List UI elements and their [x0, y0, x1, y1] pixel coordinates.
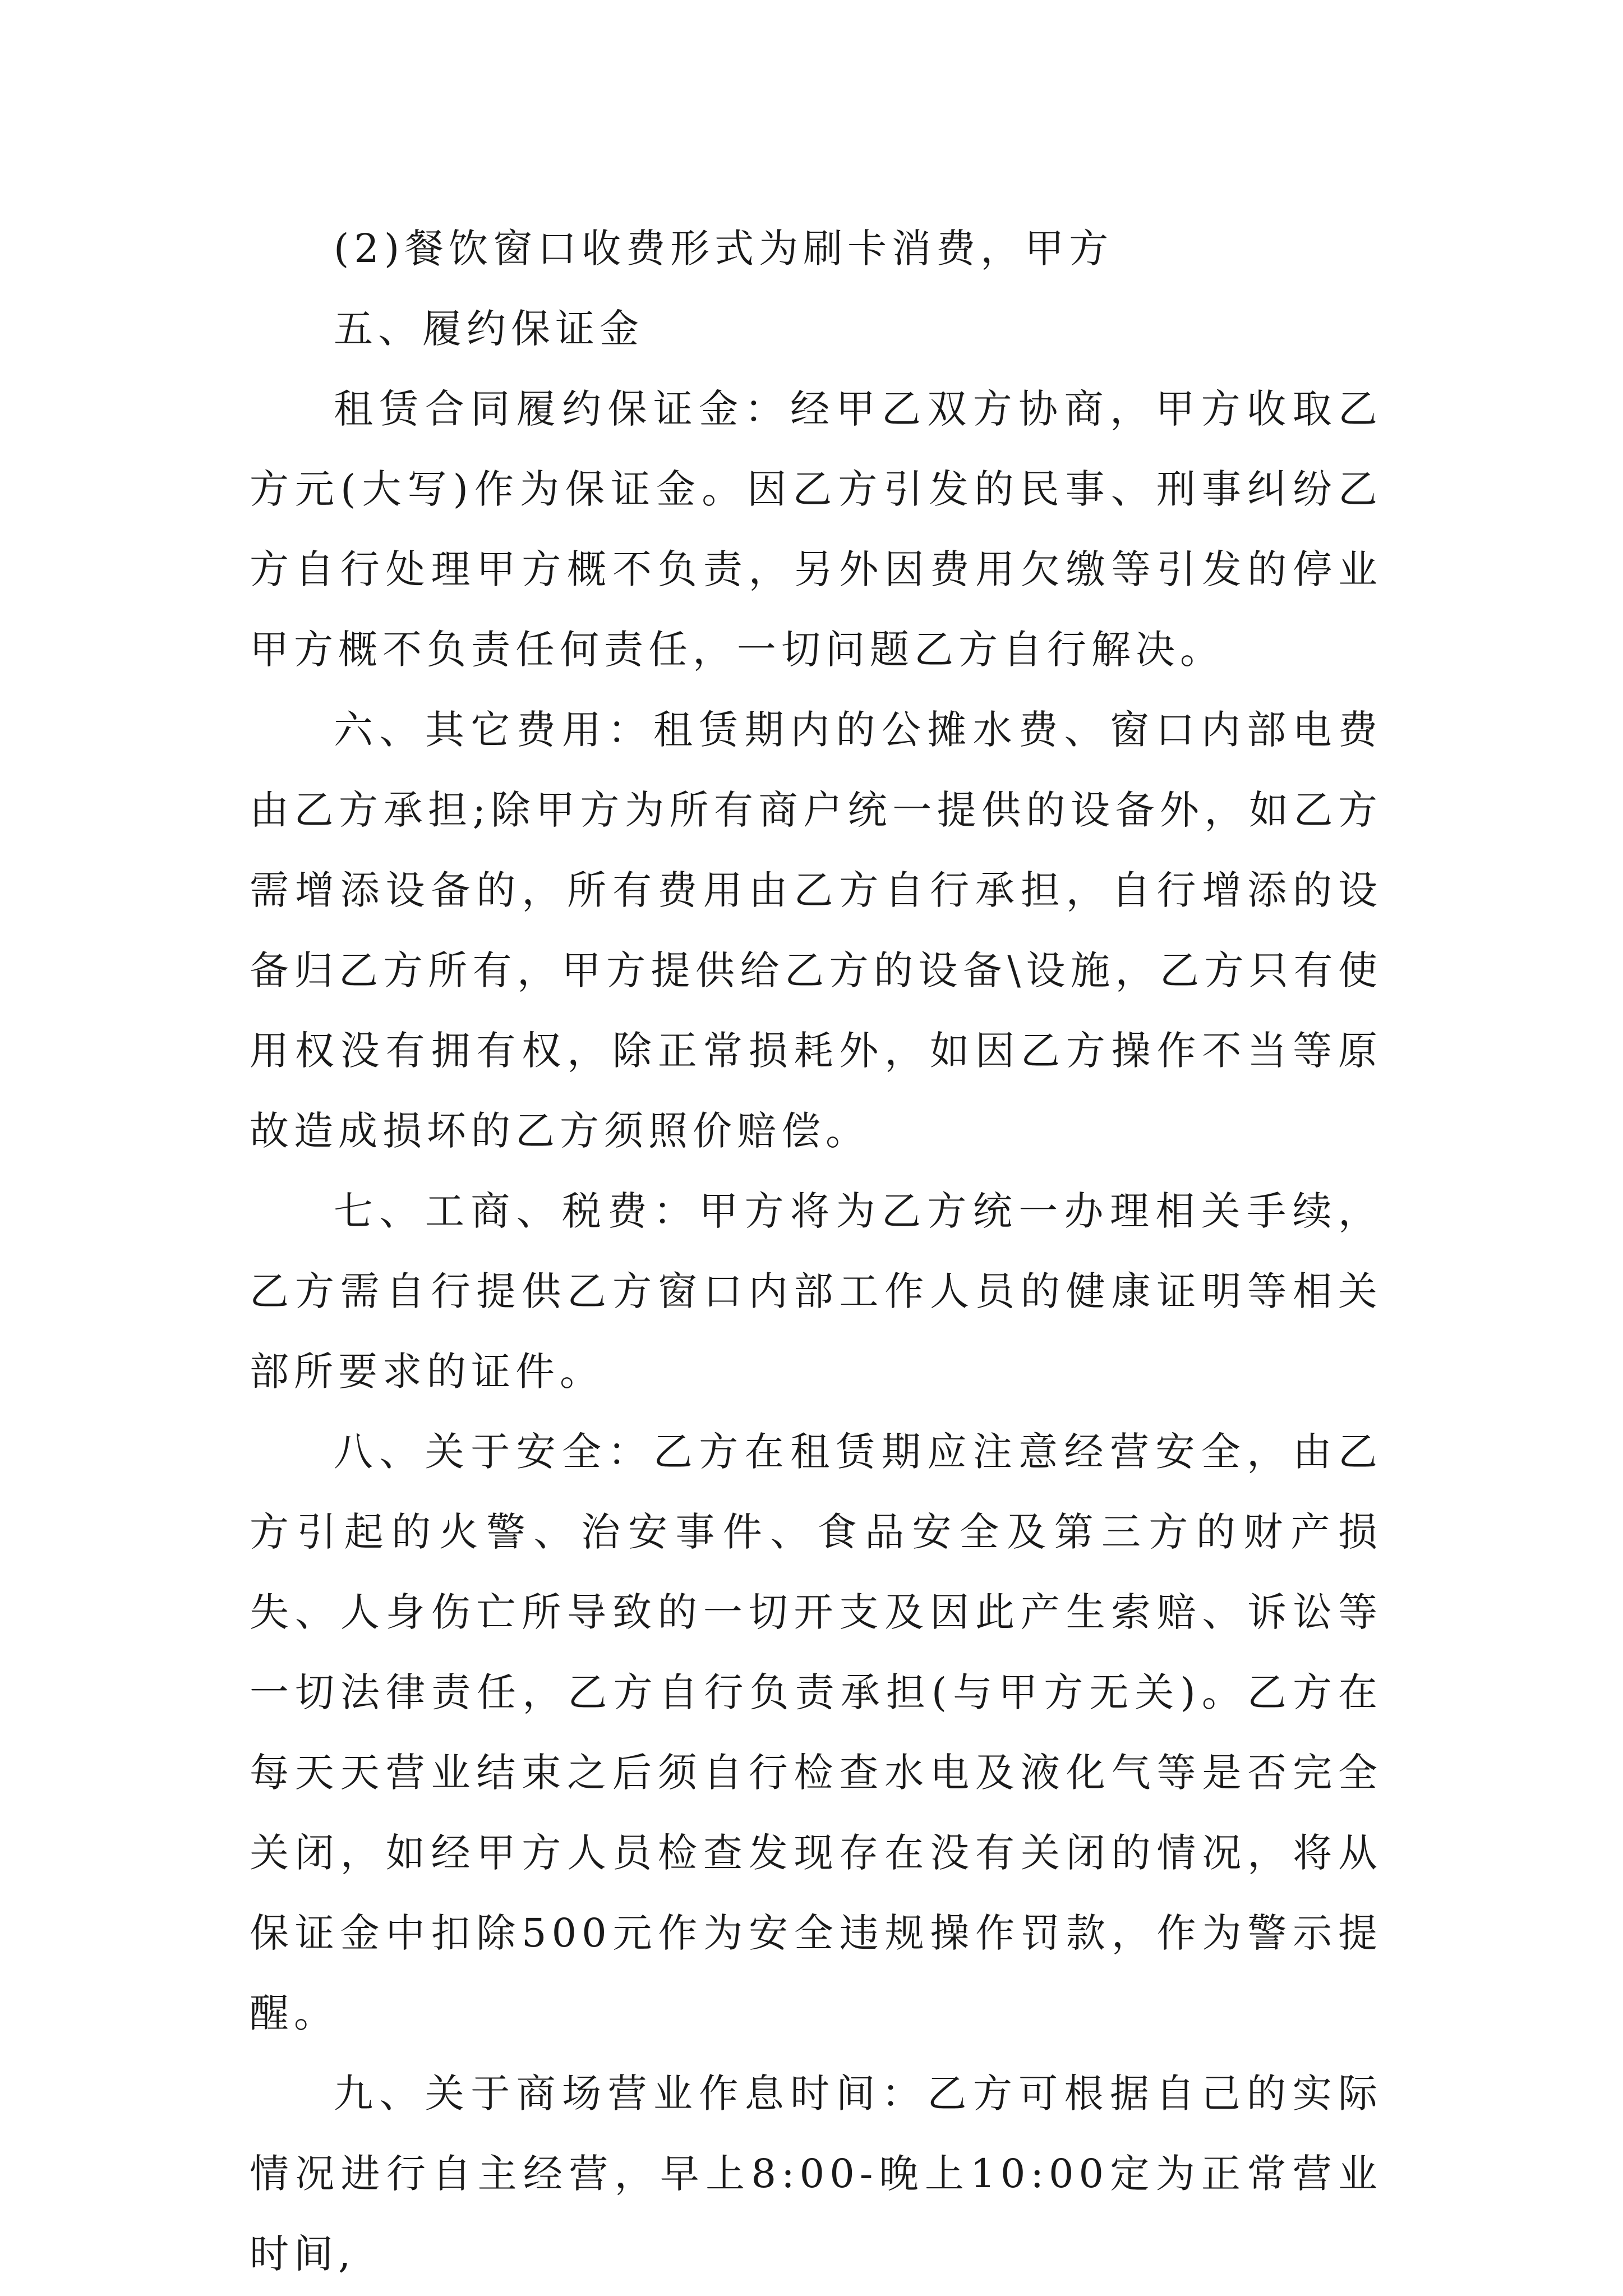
- paragraph-business-hours: 九、关于商场营业作息时间：乙方可根据自己的实际情况进行自主经营，早上8:00-晚上10:00定为正常营业时间,: [250, 2070, 1382, 2277]
- paragraph-safety: 八、关于安全：乙方在租赁期应注意经营安全，由乙方引起的火警、治安事件、食品安全及第三方的财产损失、人身伤亡所导致的一切开支及因此产生索赔、诉讼等一切法律责任，乙方自行负责承担(与甲方无关)。乙方在每天天营业结束之后须自行检查水电及液化气等是否完全关闭，如经甲方人员检查发现存在没有关闭的情况，将从保证金中扣除500元作为安全违规操作罚款，作为警示提醒。: [250, 1429, 1382, 2036]
- paragraph-payment-method: (2)餐饮窗口收费形式为刷卡消费，甲方: [334, 226, 1114, 272]
- heading-performance-deposit: 五、履约保证金: [334, 306, 644, 352]
- paragraph-business-tax: 七、工商、税费：甲方将为乙方统一办理相关手续，乙方需自行提供乙方窗口内部工作人员的健康证明等相关部所要求的证件。: [250, 1188, 1382, 1395]
- paragraph-other-fees: 六、其它费用：租赁期内的公摊水费、窗口内部电费由乙方承担;除甲方为所有商户统一提供的设备外，如乙方需增添设备的，所有费用由乙方自行承担，自行增添的设备归乙方所有，甲方提供给乙方的设备\设施，乙方只有使用权没有拥有权，除正常损耗外，如因乙方操作不当等原故造成损坏的乙方须照价赔偿。: [250, 707, 1382, 1154]
- document-body: [250, 209, 1382, 2294]
- paragraph-deposit-terms: 租赁合同履约保证金：经甲乙双方协商，甲方收取乙方元(大写)作为保证金。因乙方引发的民事、刑事纠纷乙方自行处理甲方概不负责，另外因费用欠缴等引发的停业甲方概不负责任何责任，一切问题乙方自行解决。: [250, 386, 1382, 673]
